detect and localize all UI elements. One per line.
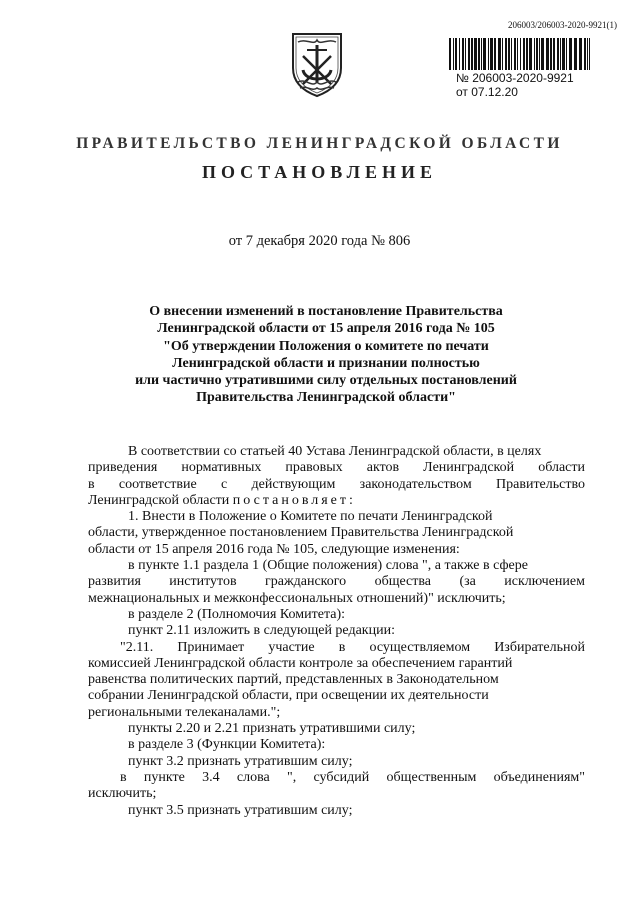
barcode-bar xyxy=(520,38,521,70)
barcode-bar xyxy=(587,38,588,70)
barcode-bar xyxy=(471,38,473,70)
barcode-bar xyxy=(490,38,493,70)
body-line: в соответствие с действующим законодательством Правительство xyxy=(88,476,585,492)
barcode-bar xyxy=(536,38,538,70)
body-line: равенства политических партий, представленных в Законодательном xyxy=(88,672,499,688)
barcode-bar xyxy=(498,38,501,70)
barcode-bar xyxy=(539,38,540,70)
barcode-bar xyxy=(550,38,552,70)
barcode-bar xyxy=(474,38,477,70)
barcode-bar xyxy=(514,38,516,70)
document-title xyxy=(60,303,592,407)
barcode-bar xyxy=(508,38,510,70)
barcode-bar xyxy=(462,38,464,70)
body-line: в пункте 1.1 раздела 1 (Общие положения) слова ", а также в сфере xyxy=(128,558,528,574)
barcode-bar xyxy=(574,38,577,70)
barcode-bar xyxy=(562,38,565,70)
title-line: или частично утратившими силу отдельных постановлений xyxy=(135,373,517,389)
barcode-bar xyxy=(553,38,555,70)
barcode-bar xyxy=(449,38,451,70)
body-line: в разделе 2 (Полномочия Комитета): xyxy=(128,606,346,622)
barcode-bar xyxy=(523,38,525,70)
body-line: области от 15 апреля 2016 года № 105, следующие изменения: xyxy=(88,541,460,557)
body-line: межнациональных и межконфессиональных отношений)" исключить; xyxy=(88,590,506,606)
barcode-bar xyxy=(488,38,489,70)
registration-block xyxy=(456,71,574,99)
barcode-bar xyxy=(589,38,590,70)
barcode-bar xyxy=(511,38,512,70)
barcode-bar xyxy=(569,38,572,70)
document-id: 206003/206003-2020-9921(1) xyxy=(508,20,617,30)
body-line: исключить; xyxy=(88,786,157,802)
barcode-bar xyxy=(534,38,535,70)
barcode-bar xyxy=(566,38,567,70)
document-body xyxy=(88,444,585,819)
registration-number: № 206003-2020-9921 xyxy=(456,71,574,85)
barcode-bar xyxy=(459,38,460,70)
body-line: области, утвержденное постановлением Правительства Ленинградской xyxy=(88,525,514,541)
title-line: Ленинградской области от 15 апреля 2016 года № 105 xyxy=(157,321,495,337)
body-line: пункт 3.5 признать утратившим силу; xyxy=(128,802,353,818)
document-date: от 7 декабря 2020 года № 806 xyxy=(228,233,411,249)
barcode-bar xyxy=(560,38,561,70)
body-line: В соответствии со статьей 40 Устава Ленинградской области, в целях xyxy=(128,444,542,459)
body-line: пункты 2.20 и 2.21 признать утратившими силу; xyxy=(128,721,416,737)
body-line: в пункте 3.4 слова ", субсидий общественным объединениям" xyxy=(120,769,585,785)
body-text: Ленинградской области xyxy=(88,492,230,508)
barcode-bar xyxy=(541,38,544,70)
barcode-bar xyxy=(468,38,470,70)
body-line: в разделе 3 (Функции Комитета): xyxy=(128,737,326,753)
body-line: "2.11. Принимает участие в осуществляемом Избирательной xyxy=(120,639,585,655)
barcode-bar xyxy=(546,38,549,70)
barcode-bar xyxy=(526,38,528,70)
barcode-bar xyxy=(478,38,480,70)
body-line: комиссией Ленинградской области контроле за обеспечением гарантий xyxy=(88,655,513,671)
body-line: собрании Ленинградской области, при освещении их деятельности xyxy=(88,688,489,704)
barcode-bar xyxy=(483,38,486,70)
barcode-bar xyxy=(505,38,507,70)
barcode-bar xyxy=(455,38,457,70)
barcode-bar xyxy=(517,38,518,70)
barcode-bar xyxy=(584,38,586,70)
barcode xyxy=(449,38,590,70)
barcode-bar xyxy=(502,38,503,70)
barcode-bar xyxy=(529,38,532,70)
coat-of-arms-icon xyxy=(290,30,344,98)
body-line: приведения нормативных правовых актов Ленинградской области xyxy=(88,460,585,476)
barcode-bar xyxy=(453,38,454,70)
document-kind: ПОСТАНОВЛЕНИЕ xyxy=(201,162,438,182)
enacting-word: постановляет: xyxy=(232,492,356,508)
government-heading: ПРАВИТЕЛЬСТВО ЛЕНИНГРАДСКОЙ ОБЛАСТИ xyxy=(76,135,563,152)
title-line: Ленинградской области и признании полностью xyxy=(172,355,480,371)
title-line: О внесении изменений в постановление Правительства xyxy=(149,304,503,319)
title-line: "Об утверждении Положения о комитете по печати xyxy=(163,338,489,354)
body-line: региональными телеканалами."; xyxy=(88,704,281,720)
body-line: пункт 2.11 изложить в следующей редакции: xyxy=(128,623,395,639)
body-line xyxy=(88,493,585,509)
body-line: развития институтов гражданского общества (за исключением xyxy=(88,574,585,590)
barcode-bar xyxy=(557,38,559,70)
title-line: Правительства Ленинградской области" xyxy=(196,390,456,406)
body-line: пункт 3.2 признать утратившим силу; xyxy=(128,753,353,769)
barcode-bar xyxy=(579,38,582,70)
registration-date: от 07.12.20 xyxy=(456,85,518,99)
barcode-bar xyxy=(494,38,496,70)
barcode-bar xyxy=(481,38,482,70)
body-line: 1. Внести в Положение о Комитете по печати Ленинградской xyxy=(128,509,493,525)
barcode-bar xyxy=(465,38,466,70)
